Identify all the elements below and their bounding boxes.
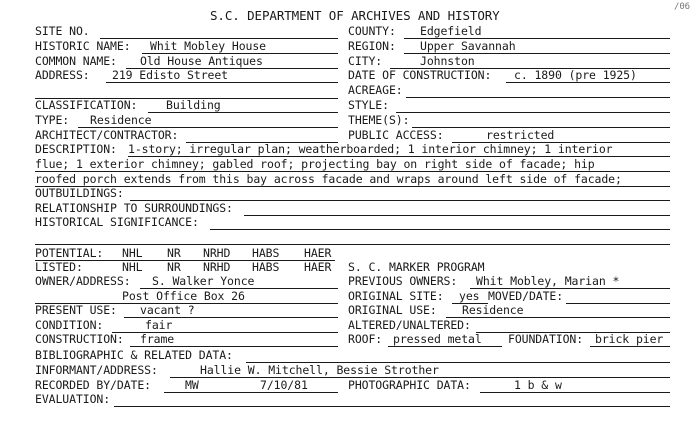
significance-line: [210, 229, 670, 230]
county-value: Edgefield: [420, 24, 482, 38]
date-construction-label: DATE OF CONSTRUCTION:: [348, 68, 492, 82]
owner-address: Post Office Box 26: [122, 289, 245, 303]
potential-label: POTENTIAL:: [35, 246, 104, 260]
relationship-label: RELATIONSHIP TO SURROUNDINGS:: [35, 201, 233, 215]
foundation-line: [590, 346, 670, 347]
date-construction-value: c. 1890 (pre 1925): [514, 68, 637, 82]
region-label: REGION:: [348, 39, 396, 53]
original-use-label: ORIGINAL USE:: [348, 303, 437, 317]
outbuildings-label: OUTBUILDINGS:: [35, 186, 124, 200]
listed-label: LISTED:: [35, 260, 83, 274]
address-value: 219 Edisto Street: [112, 68, 229, 82]
address-line: [106, 82, 338, 83]
county-label: COUNTY:: [348, 24, 396, 38]
potential-haer: HAER: [304, 246, 332, 260]
photographic-line: [480, 392, 670, 393]
common-name-value: Old House Antiques: [140, 54, 263, 68]
classification-value: Building: [166, 98, 221, 112]
recorded-date-value: 7/10/81: [260, 378, 308, 392]
original-use-value: Residence: [462, 303, 524, 317]
relationship-line: [244, 215, 670, 216]
significance-label: HISTORICAL SIGNIFICANCE:: [35, 215, 199, 229]
recorded-by-value: MW: [185, 378, 199, 392]
altered-label: ALTERED/UNALTERED:: [348, 318, 471, 332]
theme-label: THEME(S):: [348, 113, 410, 127]
foundation-label: FOUNDATION:: [508, 332, 584, 346]
photographic-value: 1 b & w: [514, 378, 562, 392]
historic-name-value: Whit Mobley House: [150, 39, 267, 53]
bibliographic-label: BIBLIOGRAPHIC & RELATED DATA:: [35, 348, 233, 362]
address-label: ADDRESS:: [35, 68, 90, 82]
owner-label: OWNER/ADDRESS:: [35, 274, 131, 288]
present-use-value: vacant ?: [140, 303, 195, 317]
classification-line: [148, 112, 338, 113]
roof-line: [388, 346, 502, 347]
common-name-label: COMMON NAME:: [35, 54, 117, 68]
city-value: Johnston: [420, 54, 475, 68]
listed-nhl: NHL: [122, 260, 143, 274]
owner-name: S. Walker Yonce: [152, 274, 255, 288]
city-label: CITY:: [348, 54, 383, 68]
listed-nrhd: NRHD: [203, 260, 231, 274]
condition-value: fair: [145, 318, 173, 332]
significance-line-2: [35, 244, 670, 245]
moved-date-label: MOVED/DATE:: [488, 289, 564, 303]
previous-owners-value: Whit Mobley, Marian *: [476, 274, 620, 288]
description-line-1: 1-story; irregular plan; weatherboarded; 1 interior chimney; 1 interior: [128, 142, 613, 156]
description-line-3: roofed porch extends from this bay across facade and wraps around left side of facade;: [35, 172, 622, 186]
potential-nhl: NHL: [122, 246, 143, 260]
roof-value: pressed metal: [393, 332, 482, 346]
evaluation-label: EVALUATION:: [35, 392, 111, 406]
original-site-value: yes: [459, 289, 480, 303]
classification-label: CLASSIFICATION:: [35, 98, 138, 112]
roof-label: ROOF:: [348, 332, 383, 346]
corner-mark: /06: [674, 2, 690, 12]
previous-owners-label: PREVIOUS OWNERS:: [348, 274, 458, 288]
construction-line: [130, 346, 338, 347]
style-line: [396, 112, 670, 113]
recorded-label: RECORDED BY/DATE:: [35, 378, 152, 392]
public-access-value: restricted: [486, 128, 555, 142]
original-use-line: [446, 317, 670, 318]
style-label: STYLE:: [348, 98, 389, 112]
construction-label: CONSTRUCTION:: [35, 332, 124, 346]
potential-habs: HABS: [252, 246, 280, 260]
date-construction-line: [506, 82, 670, 83]
foundation-value: brick pier: [595, 332, 664, 346]
type-value: Residence: [90, 113, 152, 127]
listed-habs: HABS: [252, 260, 280, 274]
evaluation-line: [114, 406, 670, 407]
architect-label: ARCHITECT/CONTRACTOR:: [35, 128, 179, 142]
original-site-label: ORIGINAL SITE:: [348, 289, 444, 303]
region-value: Upper Savannah: [420, 39, 516, 53]
acreage-label: ACREAGE:: [348, 83, 403, 97]
present-use-label: PRESENT USE:: [35, 303, 117, 317]
description-label: DESCRIPTION:: [35, 142, 117, 156]
marker-program-label: S. C. MARKER PROGRAM: [348, 260, 485, 274]
construction-value: frame: [140, 332, 175, 346]
informant-value: Hallie W. Mitchell, Bessie Strother: [200, 363, 439, 377]
description-line-2: flue; 1 exterior chimney; gabled roof; projecting bay on right side of facade; hip: [35, 157, 595, 171]
potential-nrhd: NRHD: [203, 246, 231, 260]
listed-haer: HAER: [304, 260, 332, 274]
potential-nr: NR: [167, 246, 181, 260]
public-access-label: PUBLIC ACCESS:: [348, 128, 444, 142]
acreage-line: [406, 97, 670, 98]
photographic-label: PHOTOGRAPHIC DATA:: [348, 378, 471, 392]
historic-name-label: HISTORIC NAME:: [35, 39, 131, 53]
type-label: TYPE:: [35, 113, 70, 127]
moved-date-line: [566, 303, 670, 304]
informant-label: INFORMANT/ADDRESS:: [35, 363, 158, 377]
site-no-label: SITE NO.: [35, 24, 90, 38]
listed-nr: NR: [167, 260, 181, 274]
form-header: S.C. DEPARTMENT OF ARCHIVES AND HISTORY: [210, 8, 500, 23]
condition-label: CONDITION:: [35, 318, 104, 332]
recorded-line: [164, 392, 338, 393]
description-underline-3: [35, 186, 670, 187]
